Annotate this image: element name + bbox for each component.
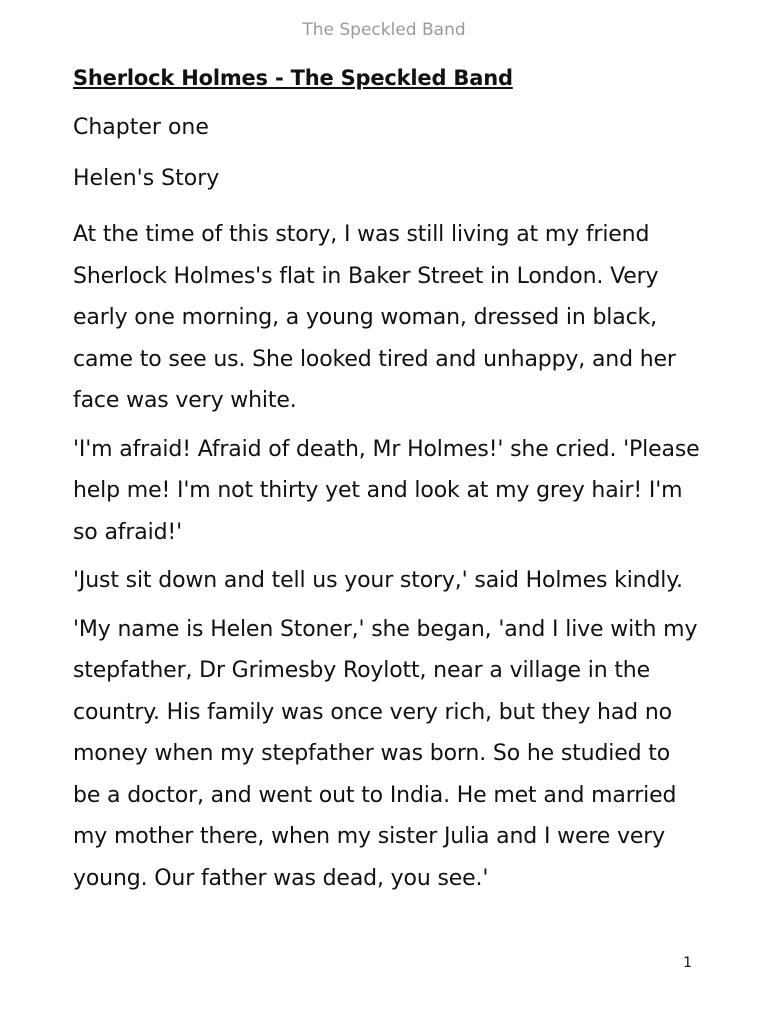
running-header: The Speckled Band: [302, 20, 466, 40]
page-number: 1: [683, 955, 692, 971]
page-content: [73, 62, 703, 906]
section-title: Helen's Story: [73, 166, 220, 191]
book-title: Sherlock Holmes - The Speckled Band: [73, 66, 513, 90]
paragraph-3: 'Just sit down and tell us your story,' said Holmes kindly.: [73, 568, 683, 593]
paragraph-4: 'My name is Helen Stoner,' she began, 'and I live with my stepfather, Dr Grimesby Roylott, near a village in the country. His family was once very rich, but they had no money when my stepfather was born. So he studied to be a doctor, and went out to India. He met and married my mother there, when my sister Julia and I were very young. Our father was dead, you see.': [73, 616, 698, 891]
paragraph-2: 'I'm afraid! Afraid of death, Mr Holmes!' she cried. 'Please help me! I'm not thirty yet and look at my grey hair! I'm so afraid!': [73, 436, 700, 545]
paragraph-1: At the time of this story, I was still living at my friend Sherlock Holmes's flat in Baker Street in London. Very early one morning, a young woman, dressed in black, came to see us. She looked tired and unhappy, and her face was very white.: [73, 222, 676, 413]
chapter-heading: Chapter one: [73, 115, 209, 140]
